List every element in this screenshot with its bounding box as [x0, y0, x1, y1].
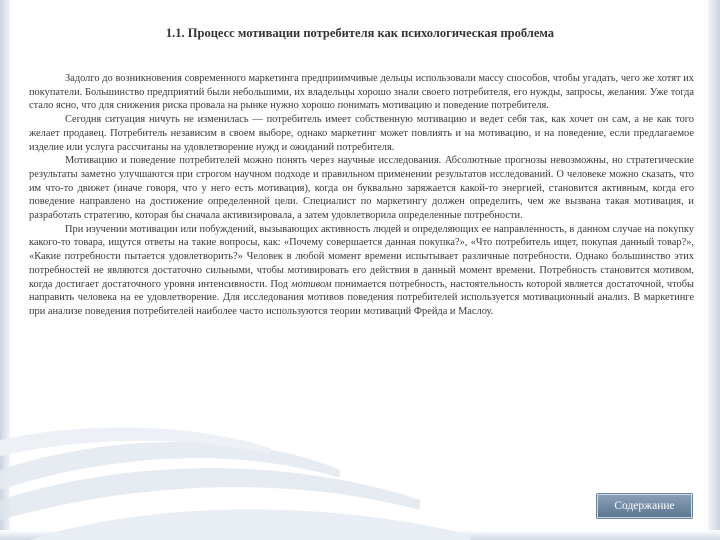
paragraph-4-emphasis: мотивом — [291, 278, 332, 290]
paragraph-4-part-1: При изучении мотивации или побуждений, вызывающих активность людей и определяющих ее направленность, в данном случае на покупку какого-то товара, ищутся ответы на такие вопросы, как: «Почему совершается данная покупка?», «Что потребитель ищет, покупая данный товар?», «Какие потребности пытается удовлетворить?» Человек в любой момент времени испытывает различные потребности. Однако большинство этих потребностей не являются достаточно сильными, чтобы мотивировать его действия в данный момент времени. Потребность становится мотивом, когда достигает достаточного уровня интенсивности. Под — [29, 223, 694, 290]
paragraph-4-part-2: понимается потребность, настоятельность которой является достаточной, чтобы направить человека на ее удовлетворение. Для исследования мотивов поведения потребителей используется мотивационный анализ. В маркетинге при анализе поведения потребителей наиболее часто используются теории мотиваций Фрейда и Маслоу. — [29, 278, 694, 317]
paragraph-2: Сегодня ситуация ничуть не изменилась — потребитель имеет собственную мотивацию и ведет себя так, как хочет он сам, а не как того желает продавец. Потребитель независим в своем выборе, однако маркетинг может повлиять и на мотивацию, и на поведение, если предлагаемое изделие или услуга рассчитаны на удовлетворение нужд и ожиданий потребителя. — [29, 114, 694, 153]
contents-button[interactable]: Содержание — [597, 494, 692, 518]
paragraph-1: Задолго до возникновения современного маркетинга предприимчивые дельцы использовали массу способов, чтобы угадать, чего же хотят их покупатели. Большинство предприятий были небольшими, их владельцы хорошо знали своего потребителя, его нужды, запросы, желания. Уже тогда стало ясно, что для снижения риска провала на рынке нужно хорошо понимать мотивацию и поведение потребителя. — [29, 73, 694, 112]
paragraph-3: Мотивацию и поведение потребителей можно понять через научные исследования. Абсолютные прогнозы невозможны, но стратегические результаты заметно улучшаются при строгом научном подходе и правильном применении результатов исследований. О человеке можно сказать, что им что-то движет (иначе говоря, что у него есть мотивация), когда он буквально заряжается какой-то энергией, становится активным, когда его поведение направлено на достижение определенной цели. Специалист по маркетингу должен определить, чем же вызвана такая мотивация, и разработать стратегию, которая бы сначала активизировала, а затем удовлетворила определенные потребности. — [29, 155, 694, 222]
paragraph-4 — [29, 223, 694, 319]
page-title: 1.1. Процесс мотивации потребителя как психологическая проблема — [165, 26, 555, 40]
body-text — [29, 72, 694, 319]
